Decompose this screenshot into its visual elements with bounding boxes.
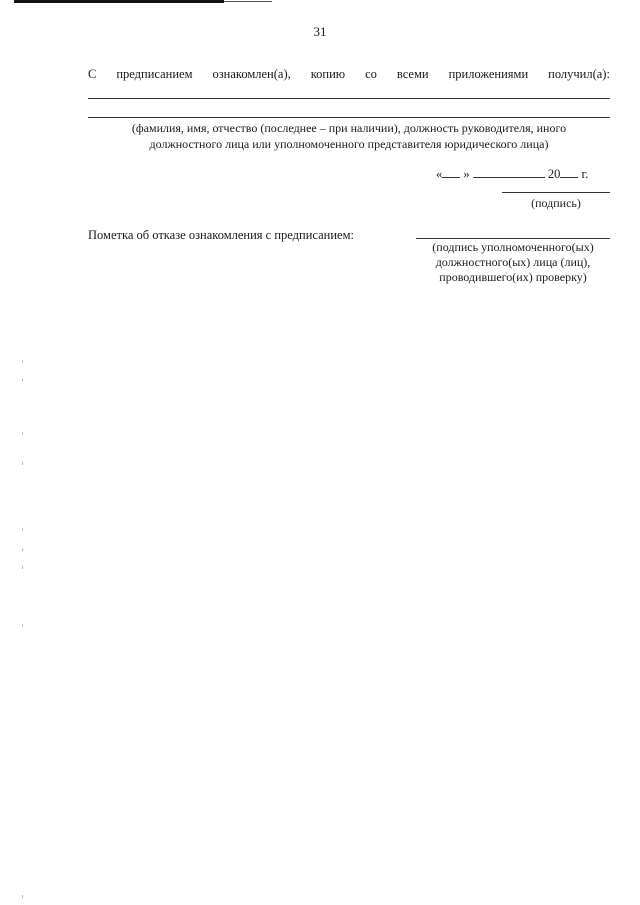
caption-line: должностного лица или уполномоченного представителя юридического лица) xyxy=(149,137,549,151)
ack-word: приложениями xyxy=(448,67,529,81)
ack-word: получил(а): xyxy=(548,67,610,81)
scan-speck xyxy=(22,548,23,551)
caption-line: (фамилия, имя, отчество (последнее – при наличии), должность руководителя, иного xyxy=(131,121,567,135)
header-scan-rule-thin xyxy=(224,1,272,2)
scan-speck xyxy=(22,895,23,898)
name-fill-line-1[interactable] xyxy=(88,98,610,99)
scan-speck xyxy=(22,528,23,531)
month-blank[interactable] xyxy=(473,165,545,178)
scan-speck xyxy=(22,624,23,627)
official-signature-line[interactable] xyxy=(416,238,610,239)
ack-word: всеми xyxy=(396,67,429,81)
page-number: 31 xyxy=(313,24,327,39)
date-century: 20 xyxy=(547,167,561,181)
ack-word: со xyxy=(365,67,377,81)
ack-word: С xyxy=(88,67,97,81)
scan-speck xyxy=(22,378,23,381)
name-fill-line-2[interactable] xyxy=(88,117,610,118)
date-open-quote: « xyxy=(436,167,443,181)
acknowledgement-line xyxy=(88,67,610,82)
year-blank[interactable] xyxy=(560,165,578,178)
scan-speck xyxy=(22,360,23,363)
day-blank[interactable] xyxy=(442,165,460,178)
date-close-quote: » xyxy=(463,167,470,181)
header-scan-rule xyxy=(14,0,224,3)
official-caption-line: (подпись уполномоченного(ых) xyxy=(432,240,594,254)
date-field xyxy=(436,165,610,182)
signature-line[interactable] xyxy=(502,192,610,193)
ack-word: предписанием xyxy=(116,67,193,81)
official-caption-line: проводившего(их) проверку) xyxy=(439,270,587,284)
official-caption-line: должностного(ых) лица (лиц), xyxy=(435,255,591,269)
scan-speck xyxy=(22,432,23,435)
date-year-suffix: г. xyxy=(581,167,589,181)
ack-word: копию xyxy=(310,67,346,81)
signature-caption: (подпись) xyxy=(531,196,581,210)
scan-speck xyxy=(22,462,23,465)
scan-speck xyxy=(22,566,23,569)
refusal-label: Пометка об отказе ознакомления с предписанием: xyxy=(88,228,354,242)
official-signature-caption xyxy=(410,240,616,285)
ack-word: ознакомлен(а), xyxy=(212,67,291,81)
recipient-caption xyxy=(88,120,610,152)
